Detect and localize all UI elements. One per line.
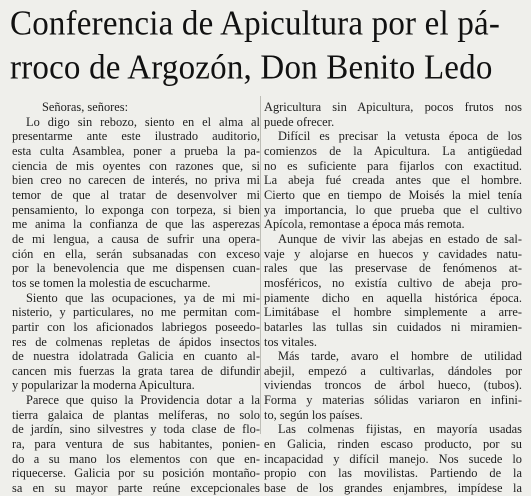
text-line: de jardín, sino silvestres y toda clase de flo- [12, 422, 260, 437]
text-line: ya importancia, lo que prueba que el cultivo [264, 202, 522, 217]
text-line: to, según los países. [264, 407, 363, 422]
text-line: ra, para ventura de sus habitantes, ponien- [12, 437, 260, 452]
text-line: presentarme ante este ilustrado auditorio, [12, 129, 260, 144]
text-line: piamente dicho en aquella histórica época. [264, 290, 522, 305]
text-line: partir con los aficionados labriegos poseedo- [12, 319, 260, 334]
text-line: temor de que al tratar de desenvolver mi [12, 187, 260, 202]
text-line: de nuestra idolatrada Galicia en cuanto al- [12, 349, 260, 364]
text-line: viviendas troncos de árbol hueco, (tubos). [264, 378, 522, 393]
text-line: Difícil es precisar la vetusta época de los [278, 129, 522, 144]
text-line: bien creo no carecen de interés, no priva mi [12, 173, 260, 188]
text-line: nisterio, y particulares, no me permitan com- [12, 305, 260, 320]
text-line: Más tarde, avaro el hombre de utilidad [278, 349, 522, 364]
text-line: tos vitales. [264, 334, 317, 349]
text-line: puede ofrecer. [264, 114, 335, 129]
text-line: me anima la confianza de que las asperezas [12, 217, 260, 232]
text-line: Parece que quiso la Providencia dotar a la [26, 393, 260, 408]
text-line: Cierto que en tiempo de Moisés la miel tenía [264, 187, 522, 202]
text-line: comienzos de la Apicultura. La antigüedad [264, 143, 522, 158]
text-line: en Galicia, rinden escaso producto, por su [264, 437, 522, 452]
text-line: rales que las preservase de fenómenos at- [264, 261, 522, 276]
text-line: Forma y materias sólidas variaron en infini- [264, 393, 522, 408]
text-line: no es suficiente para fijarlos con exactitud. [264, 158, 522, 173]
text-line: mosféricos, no existía cultivo de abeja pro- [264, 275, 522, 290]
text-line: Aunque de vivir las abejas en estado de sal- [278, 231, 522, 246]
text-line: tierra galaica de plantas melíferas, no solo [12, 407, 260, 422]
left-column [12, 100, 260, 496]
text-line: ciencia de mis oyentes con razones que, si [12, 158, 260, 173]
text-line: propio con las movilistas. Partiendo de la [264, 466, 522, 481]
text-line: y popularizar la moderna Apicultura. [12, 378, 195, 393]
text-line: Limitábase el hombre simplemente a arre- [264, 305, 522, 320]
text-line: tos se tomen la molestia de escucharme. [12, 275, 211, 290]
right-column [264, 100, 522, 496]
text-line: riquecerse. Galicia por su posición montaño- [12, 466, 260, 481]
text-line: de mi lengua, a causa de sufrir una opera- [12, 231, 260, 246]
headline-line-1: Conferencia de Apicultura por el pá- [10, 5, 501, 43]
text-line: pensamiento, lo exponga con torpeza, si bien [12, 202, 260, 217]
text-line: Señoras, señores: [42, 100, 129, 114]
text-line: Las colmenas fijistas, en mayoría usadas [278, 422, 522, 437]
text-line: do a su mano los elementos con que en- [12, 451, 260, 466]
text-line: por la benevolencia que me dispensen cuan- [12, 261, 260, 276]
text-line: abejil, empezó a cultivarlas, dándoles por [264, 363, 522, 378]
text-line: incapacidad y difícil manejo. Nos sucede lo [264, 451, 522, 466]
text-line: La abeja fué creada antes que el hombre. [264, 173, 522, 188]
text-line: ción en ella, serán subsanadas con exceso [12, 246, 260, 261]
text-line: sa en su mayor parte reúne excepcionales [12, 481, 260, 496]
text-line: vaje y alojarse en huecos y cavidades natu- [264, 246, 522, 261]
text-line: esta culta Asamblea, poner a prueba la pa- [12, 143, 260, 158]
text-line: Lo digo sin rebozo, siento en el alma al [26, 114, 260, 129]
text-line: batarles las tullas sin cuidados ni miramien- [264, 319, 522, 334]
text-line: base de los grandes enjambres, impídese la [264, 481, 522, 496]
text-line: Siento que las ocupaciones, ya de mi mi- [26, 290, 260, 305]
headline-line-2: rroco de Argozón, Don Benito Ledo [10, 49, 493, 87]
text-line: res de colmenas repletas de ápidos insectos [12, 334, 260, 349]
text-line: Apícola, remontase a época más remota. [264, 217, 465, 232]
text-line: cancen mis fuerzas la grata tarea de difundir [12, 363, 260, 378]
text-line: Agricultura sin Apicultura, pocos frutos nos [264, 100, 522, 114]
headline [10, 2, 525, 90]
column-divider [260, 96, 261, 434]
